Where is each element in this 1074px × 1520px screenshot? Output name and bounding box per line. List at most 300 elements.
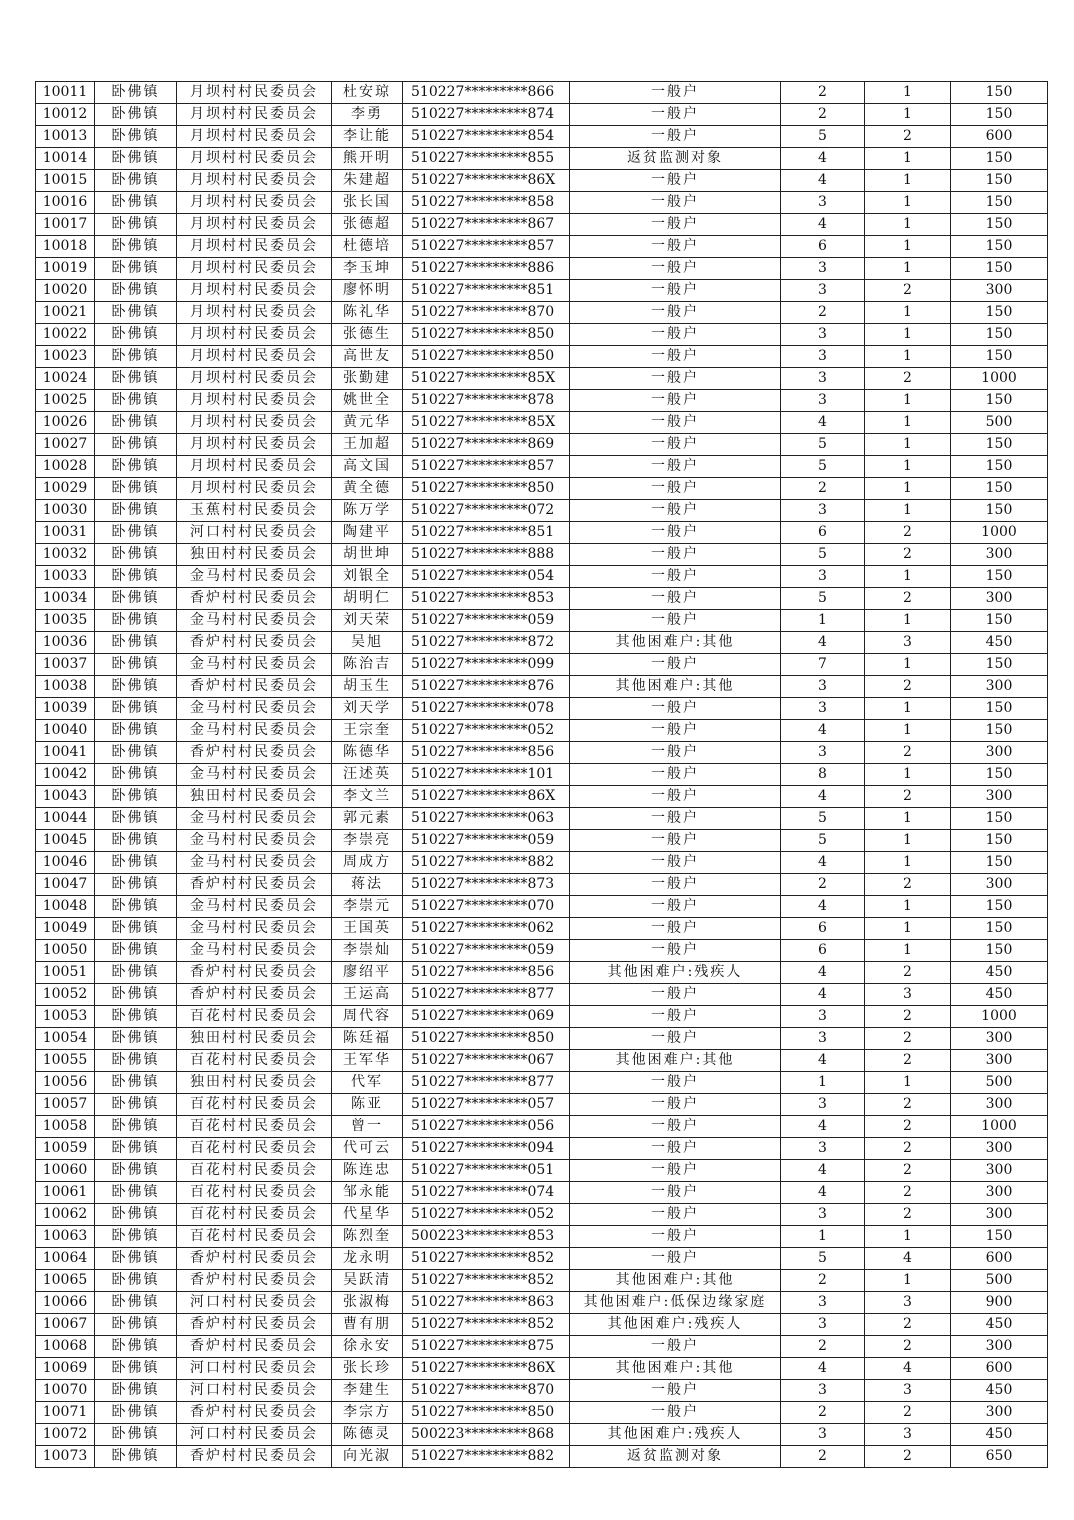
- member-count-cell: 1: [865, 302, 951, 324]
- member-count-cell: 2: [865, 676, 951, 698]
- table-row: [36, 412, 1048, 434]
- town-cell: 卧佛镇: [95, 874, 177, 896]
- table-row: [36, 280, 1048, 302]
- village-committee-cell: 金马村村民委员会: [177, 764, 332, 786]
- member-count-cell: 1: [865, 82, 951, 104]
- table-row: [36, 390, 1048, 412]
- name-cell: 杜德培: [332, 236, 403, 258]
- village-committee-cell: 金马村村民委员会: [177, 896, 332, 918]
- household-size-cell: 1: [781, 610, 865, 632]
- name-cell: 刘天荣: [332, 610, 403, 632]
- serial-number-cell: 10058: [36, 1116, 95, 1138]
- town-cell: 卧佛镇: [95, 236, 177, 258]
- household-size-cell: 4: [781, 412, 865, 434]
- serial-number-cell: 10011: [36, 82, 95, 104]
- serial-number-cell: 10055: [36, 1050, 95, 1072]
- town-cell: 卧佛镇: [95, 544, 177, 566]
- household-size-cell: 2: [781, 82, 865, 104]
- household-size-cell: 5: [781, 808, 865, 830]
- amount-cell: 1000: [951, 522, 1048, 544]
- town-cell: 卧佛镇: [95, 1182, 177, 1204]
- village-committee-cell: 独田村村民委员会: [177, 544, 332, 566]
- household-type-cell: 其他困难户:残疾人: [570, 962, 781, 984]
- name-cell: 王国英: [332, 918, 403, 940]
- village-committee-cell: 月坝村村民委员会: [177, 104, 332, 126]
- name-cell: 吴跃清: [332, 1270, 403, 1292]
- name-cell: 黄全德: [332, 478, 403, 500]
- household-size-cell: 4: [781, 720, 865, 742]
- town-cell: 卧佛镇: [95, 346, 177, 368]
- member-count-cell: 3: [865, 984, 951, 1006]
- name-cell: 代军: [332, 1072, 403, 1094]
- member-count-cell: 2: [865, 522, 951, 544]
- household-type-cell: 一般户: [570, 500, 781, 522]
- household-type-cell: 一般户: [570, 698, 781, 720]
- town-cell: 卧佛镇: [95, 962, 177, 984]
- id-number-cell: 510227*********855: [403, 148, 570, 170]
- id-number-cell: 510227*********874: [403, 104, 570, 126]
- amount-cell: 150: [951, 940, 1048, 962]
- household-type-cell: 一般户: [570, 302, 781, 324]
- id-number-cell: 510227*********059: [403, 830, 570, 852]
- household-type-cell: 一般户: [570, 280, 781, 302]
- member-count-cell: 1: [865, 610, 951, 632]
- id-number-cell: 510227*********86X: [403, 1358, 570, 1380]
- table-row: [36, 588, 1048, 610]
- name-cell: 向光淑: [332, 1446, 403, 1468]
- name-cell: 陈礼华: [332, 302, 403, 324]
- village-committee-cell: 百花村村民委员会: [177, 1050, 332, 1072]
- serial-number-cell: 10012: [36, 104, 95, 126]
- amount-cell: 150: [951, 82, 1048, 104]
- village-committee-cell: 香炉村村民委员会: [177, 874, 332, 896]
- table-row: [36, 764, 1048, 786]
- table-row: [36, 1160, 1048, 1182]
- id-number-cell: 510227*********101: [403, 764, 570, 786]
- serial-number-cell: 10065: [36, 1270, 95, 1292]
- id-number-cell: 510227*********851: [403, 522, 570, 544]
- household-type-cell: 一般户: [570, 1226, 781, 1248]
- town-cell: 卧佛镇: [95, 1314, 177, 1336]
- table-row: [36, 852, 1048, 874]
- town-cell: 卧佛镇: [95, 1270, 177, 1292]
- name-cell: 周成方: [332, 852, 403, 874]
- name-cell: 朱建超: [332, 170, 403, 192]
- id-number-cell: 510227*********870: [403, 1380, 570, 1402]
- id-number-cell: 510227*********056: [403, 1116, 570, 1138]
- amount-cell: 150: [951, 236, 1048, 258]
- id-number-cell: 510227*********094: [403, 1138, 570, 1160]
- id-number-cell: 510227*********856: [403, 962, 570, 984]
- id-number-cell: 510227*********850: [403, 1028, 570, 1050]
- id-number-cell: 510227*********072: [403, 500, 570, 522]
- town-cell: 卧佛镇: [95, 170, 177, 192]
- member-count-cell: 4: [865, 1248, 951, 1270]
- serial-number-cell: 10047: [36, 874, 95, 896]
- table-row: [36, 170, 1048, 192]
- village-committee-cell: 月坝村村民委员会: [177, 390, 332, 412]
- table-row: [36, 984, 1048, 1006]
- village-committee-cell: 香炉村村民委员会: [177, 1314, 332, 1336]
- amount-cell: 300: [951, 280, 1048, 302]
- amount-cell: 600: [951, 1358, 1048, 1380]
- table-row: [36, 368, 1048, 390]
- id-number-cell: 510227*********059: [403, 940, 570, 962]
- member-count-cell: 3: [865, 1424, 951, 1446]
- amount-cell: 1000: [951, 1116, 1048, 1138]
- town-cell: 卧佛镇: [95, 1050, 177, 1072]
- name-cell: 陈万学: [332, 500, 403, 522]
- household-type-cell: 一般户: [570, 214, 781, 236]
- table-row: [36, 1402, 1048, 1424]
- name-cell: 陈廷福: [332, 1028, 403, 1050]
- serial-number-cell: 10066: [36, 1292, 95, 1314]
- household-size-cell: 3: [781, 280, 865, 302]
- village-committee-cell: 玉蕉村村民委员会: [177, 500, 332, 522]
- amount-cell: 600: [951, 1248, 1048, 1270]
- table-row: [36, 544, 1048, 566]
- serial-number-cell: 10020: [36, 280, 95, 302]
- member-count-cell: 1: [865, 566, 951, 588]
- table-row: [36, 1270, 1048, 1292]
- household-size-cell: 5: [781, 456, 865, 478]
- household-size-cell: 2: [781, 302, 865, 324]
- member-count-cell: 1: [865, 258, 951, 280]
- village-committee-cell: 月坝村村民委员会: [177, 192, 332, 214]
- amount-cell: 150: [951, 830, 1048, 852]
- village-committee-cell: 金马村村民委员会: [177, 852, 332, 874]
- village-committee-cell: 月坝村村民委员会: [177, 126, 332, 148]
- amount-cell: 150: [951, 610, 1048, 632]
- household-type-cell: 返贫监测对象: [570, 148, 781, 170]
- household-size-cell: 3: [781, 324, 865, 346]
- village-committee-cell: 月坝村村民委员会: [177, 148, 332, 170]
- household-type-cell: 一般户: [570, 808, 781, 830]
- id-number-cell: 510227*********051: [403, 1160, 570, 1182]
- member-count-cell: 1: [865, 654, 951, 676]
- town-cell: 卧佛镇: [95, 896, 177, 918]
- id-number-cell: 510227*********870: [403, 302, 570, 324]
- table-row: [36, 1094, 1048, 1116]
- household-size-cell: 4: [781, 214, 865, 236]
- table-row: [36, 302, 1048, 324]
- amount-cell: 600: [951, 126, 1048, 148]
- household-size-cell: 4: [781, 1160, 865, 1182]
- amount-cell: 450: [951, 962, 1048, 984]
- village-committee-cell: 金马村村民委员会: [177, 654, 332, 676]
- name-cell: 周代容: [332, 1006, 403, 1028]
- member-count-cell: 1: [865, 170, 951, 192]
- table-row: [36, 1358, 1048, 1380]
- household-size-cell: 3: [781, 1292, 865, 1314]
- name-cell: 王运高: [332, 984, 403, 1006]
- member-count-cell: 1: [865, 148, 951, 170]
- village-committee-cell: 金马村村民委员会: [177, 720, 332, 742]
- serial-number-cell: 10071: [36, 1402, 95, 1424]
- table-row: [36, 1380, 1048, 1402]
- household-size-cell: 4: [781, 962, 865, 984]
- table-row: [36, 698, 1048, 720]
- id-number-cell: 510227*********052: [403, 720, 570, 742]
- table-row: [36, 324, 1048, 346]
- household-type-cell: 一般户: [570, 456, 781, 478]
- village-committee-cell: 月坝村村民委员会: [177, 478, 332, 500]
- member-count-cell: 1: [865, 1270, 951, 1292]
- household-size-cell: 3: [781, 1094, 865, 1116]
- amount-cell: 150: [951, 104, 1048, 126]
- household-size-cell: 3: [781, 698, 865, 720]
- village-committee-cell: 月坝村村民委员会: [177, 346, 332, 368]
- name-cell: 胡世坤: [332, 544, 403, 566]
- amount-cell: 150: [951, 170, 1048, 192]
- town-cell: 卧佛镇: [95, 1380, 177, 1402]
- town-cell: 卧佛镇: [95, 324, 177, 346]
- name-cell: 蒋法: [332, 874, 403, 896]
- town-cell: 卧佛镇: [95, 104, 177, 126]
- member-count-cell: 1: [865, 1072, 951, 1094]
- amount-cell: 300: [951, 1182, 1048, 1204]
- town-cell: 卧佛镇: [95, 500, 177, 522]
- table-row: [36, 1050, 1048, 1072]
- household-type-cell: 一般户: [570, 478, 781, 500]
- village-committee-cell: 香炉村村民委员会: [177, 742, 332, 764]
- table-row: [36, 1248, 1048, 1270]
- table-row: [36, 236, 1048, 258]
- member-count-cell: 1: [865, 720, 951, 742]
- amount-cell: 300: [951, 742, 1048, 764]
- member-count-cell: 2: [865, 280, 951, 302]
- household-type-cell: 一般户: [570, 896, 781, 918]
- town-cell: 卧佛镇: [95, 1446, 177, 1468]
- amount-cell: 300: [951, 1094, 1048, 1116]
- name-cell: 李崇元: [332, 896, 403, 918]
- name-cell: 高世友: [332, 346, 403, 368]
- serial-number-cell: 10038: [36, 676, 95, 698]
- serial-number-cell: 10034: [36, 588, 95, 610]
- household-size-cell: 2: [781, 1446, 865, 1468]
- town-cell: 卧佛镇: [95, 940, 177, 962]
- table-row: [36, 434, 1048, 456]
- name-cell: 陶建平: [332, 522, 403, 544]
- serial-number-cell: 10037: [36, 654, 95, 676]
- household-size-cell: 4: [781, 632, 865, 654]
- household-type-cell: 一般户: [570, 236, 781, 258]
- household-size-cell: 4: [781, 1358, 865, 1380]
- household-size-cell: 3: [781, 1028, 865, 1050]
- town-cell: 卧佛镇: [95, 1336, 177, 1358]
- id-number-cell: 510227*********85X: [403, 368, 570, 390]
- member-count-cell: 2: [865, 962, 951, 984]
- id-number-cell: 500223*********853: [403, 1226, 570, 1248]
- town-cell: 卧佛镇: [95, 1072, 177, 1094]
- id-number-cell: 510227*********852: [403, 1270, 570, 1292]
- member-count-cell: 1: [865, 500, 951, 522]
- village-committee-cell: 独田村村民委员会: [177, 1072, 332, 1094]
- household-type-cell: 其他困难户:其他: [570, 1270, 781, 1292]
- town-cell: 卧佛镇: [95, 302, 177, 324]
- id-number-cell: 510227*********850: [403, 478, 570, 500]
- household-size-cell: 6: [781, 940, 865, 962]
- amount-cell: 1000: [951, 368, 1048, 390]
- town-cell: 卧佛镇: [95, 566, 177, 588]
- household-type-cell: 一般户: [570, 1138, 781, 1160]
- serial-number-cell: 10031: [36, 522, 95, 544]
- household-size-cell: 2: [781, 1402, 865, 1424]
- amount-cell: 450: [951, 1424, 1048, 1446]
- town-cell: 卧佛镇: [95, 1138, 177, 1160]
- household-size-cell: 2: [781, 874, 865, 896]
- town-cell: 卧佛镇: [95, 434, 177, 456]
- household-type-cell: 一般户: [570, 1028, 781, 1050]
- town-cell: 卧佛镇: [95, 368, 177, 390]
- table-row: [36, 456, 1048, 478]
- id-number-cell: 510227*********070: [403, 896, 570, 918]
- member-count-cell: 1: [865, 764, 951, 786]
- member-count-cell: 1: [865, 808, 951, 830]
- table-row: [36, 1028, 1048, 1050]
- name-cell: 陈烈奎: [332, 1226, 403, 1248]
- town-cell: 卧佛镇: [95, 390, 177, 412]
- id-number-cell: 510227*********857: [403, 456, 570, 478]
- village-committee-cell: 河口村村民委员会: [177, 1424, 332, 1446]
- records-table: [35, 81, 1048, 1468]
- serial-number-cell: 10039: [36, 698, 95, 720]
- serial-number-cell: 10053: [36, 1006, 95, 1028]
- household-type-cell: 一般户: [570, 610, 781, 632]
- household-type-cell: 一般户: [570, 830, 781, 852]
- household-type-cell: 一般户: [570, 742, 781, 764]
- amount-cell: 150: [951, 192, 1048, 214]
- amount-cell: 300: [951, 1138, 1048, 1160]
- village-committee-cell: 月坝村村民委员会: [177, 456, 332, 478]
- village-committee-cell: 香炉村村民委员会: [177, 1446, 332, 1468]
- serial-number-cell: 10061: [36, 1182, 95, 1204]
- amount-cell: 150: [951, 390, 1048, 412]
- village-committee-cell: 金马村村民委员会: [177, 918, 332, 940]
- amount-cell: 300: [951, 544, 1048, 566]
- id-number-cell: 510227*********857: [403, 236, 570, 258]
- table-row: [36, 786, 1048, 808]
- amount-cell: 150: [951, 698, 1048, 720]
- household-size-cell: 5: [781, 830, 865, 852]
- amount-cell: 150: [951, 918, 1048, 940]
- village-committee-cell: 香炉村村民委员会: [177, 588, 332, 610]
- town-cell: 卧佛镇: [95, 1292, 177, 1314]
- amount-cell: 500: [951, 1270, 1048, 1292]
- table-row: [36, 258, 1048, 280]
- town-cell: 卧佛镇: [95, 1226, 177, 1248]
- serial-number-cell: 10045: [36, 830, 95, 852]
- table-row: [36, 830, 1048, 852]
- household-type-cell: 一般户: [570, 104, 781, 126]
- id-number-cell: 510227*********86X: [403, 170, 570, 192]
- household-size-cell: 3: [781, 1006, 865, 1028]
- household-size-cell: 4: [781, 984, 865, 1006]
- town-cell: 卧佛镇: [95, 82, 177, 104]
- household-size-cell: 6: [781, 236, 865, 258]
- name-cell: 李文兰: [332, 786, 403, 808]
- name-cell: 曾一: [332, 1116, 403, 1138]
- member-count-cell: 1: [865, 214, 951, 236]
- member-count-cell: 2: [865, 1050, 951, 1072]
- table-row: [36, 1204, 1048, 1226]
- town-cell: 卧佛镇: [95, 984, 177, 1006]
- household-type-cell: 一般户: [570, 522, 781, 544]
- village-committee-cell: 金马村村民委员会: [177, 698, 332, 720]
- table-row: [36, 82, 1048, 104]
- table-row: [36, 1006, 1048, 1028]
- amount-cell: 150: [951, 478, 1048, 500]
- household-size-cell: 5: [781, 544, 865, 566]
- village-committee-cell: 月坝村村民委员会: [177, 258, 332, 280]
- amount-cell: 150: [951, 566, 1048, 588]
- town-cell: 卧佛镇: [95, 852, 177, 874]
- amount-cell: 150: [951, 720, 1048, 742]
- amount-cell: 150: [951, 764, 1048, 786]
- town-cell: 卧佛镇: [95, 214, 177, 236]
- household-type-cell: 一般户: [570, 1248, 781, 1270]
- town-cell: 卧佛镇: [95, 720, 177, 742]
- household-type-cell: 一般户: [570, 434, 781, 456]
- household-type-cell: 一般户: [570, 170, 781, 192]
- serial-number-cell: 10044: [36, 808, 95, 830]
- household-type-cell: 其他困难户:其他: [570, 676, 781, 698]
- household-type-cell: 一般户: [570, 764, 781, 786]
- household-size-cell: 5: [781, 126, 865, 148]
- amount-cell: 150: [951, 434, 1048, 456]
- name-cell: 王军华: [332, 1050, 403, 1072]
- table-row: [36, 720, 1048, 742]
- member-count-cell: 2: [865, 1160, 951, 1182]
- household-type-cell: 一般户: [570, 192, 781, 214]
- household-size-cell: 1: [781, 1226, 865, 1248]
- village-committee-cell: 河口村村民委员会: [177, 1358, 332, 1380]
- amount-cell: 450: [951, 984, 1048, 1006]
- town-cell: 卧佛镇: [95, 830, 177, 852]
- household-type-cell: 其他困难户:其他: [570, 1358, 781, 1380]
- village-committee-cell: 香炉村村民委员会: [177, 1336, 332, 1358]
- serial-number-cell: 10051: [36, 962, 95, 984]
- name-cell: 胡玉生: [332, 676, 403, 698]
- table-row: [36, 632, 1048, 654]
- village-committee-cell: 百花村村民委员会: [177, 1094, 332, 1116]
- town-cell: 卧佛镇: [95, 1094, 177, 1116]
- name-cell: 刘银全: [332, 566, 403, 588]
- name-cell: 熊开明: [332, 148, 403, 170]
- id-number-cell: 510227*********878: [403, 390, 570, 412]
- serial-number-cell: 10049: [36, 918, 95, 940]
- village-committee-cell: 香炉村村民委员会: [177, 1270, 332, 1292]
- member-count-cell: 1: [865, 412, 951, 434]
- member-count-cell: 2: [865, 368, 951, 390]
- amount-cell: 150: [951, 896, 1048, 918]
- household-size-cell: 2: [781, 1336, 865, 1358]
- table-row: [36, 1292, 1048, 1314]
- town-cell: 卧佛镇: [95, 632, 177, 654]
- name-cell: 王加超: [332, 434, 403, 456]
- town-cell: 卧佛镇: [95, 192, 177, 214]
- village-committee-cell: 金马村村民委员会: [177, 566, 332, 588]
- member-count-cell: 1: [865, 104, 951, 126]
- village-committee-cell: 月坝村村民委员会: [177, 214, 332, 236]
- amount-cell: 150: [951, 852, 1048, 874]
- table-row: [36, 940, 1048, 962]
- table-row: [36, 1116, 1048, 1138]
- household-size-cell: 3: [781, 1380, 865, 1402]
- id-number-cell: 510227*********063: [403, 808, 570, 830]
- serial-number-cell: 10015: [36, 170, 95, 192]
- table-row: [36, 1138, 1048, 1160]
